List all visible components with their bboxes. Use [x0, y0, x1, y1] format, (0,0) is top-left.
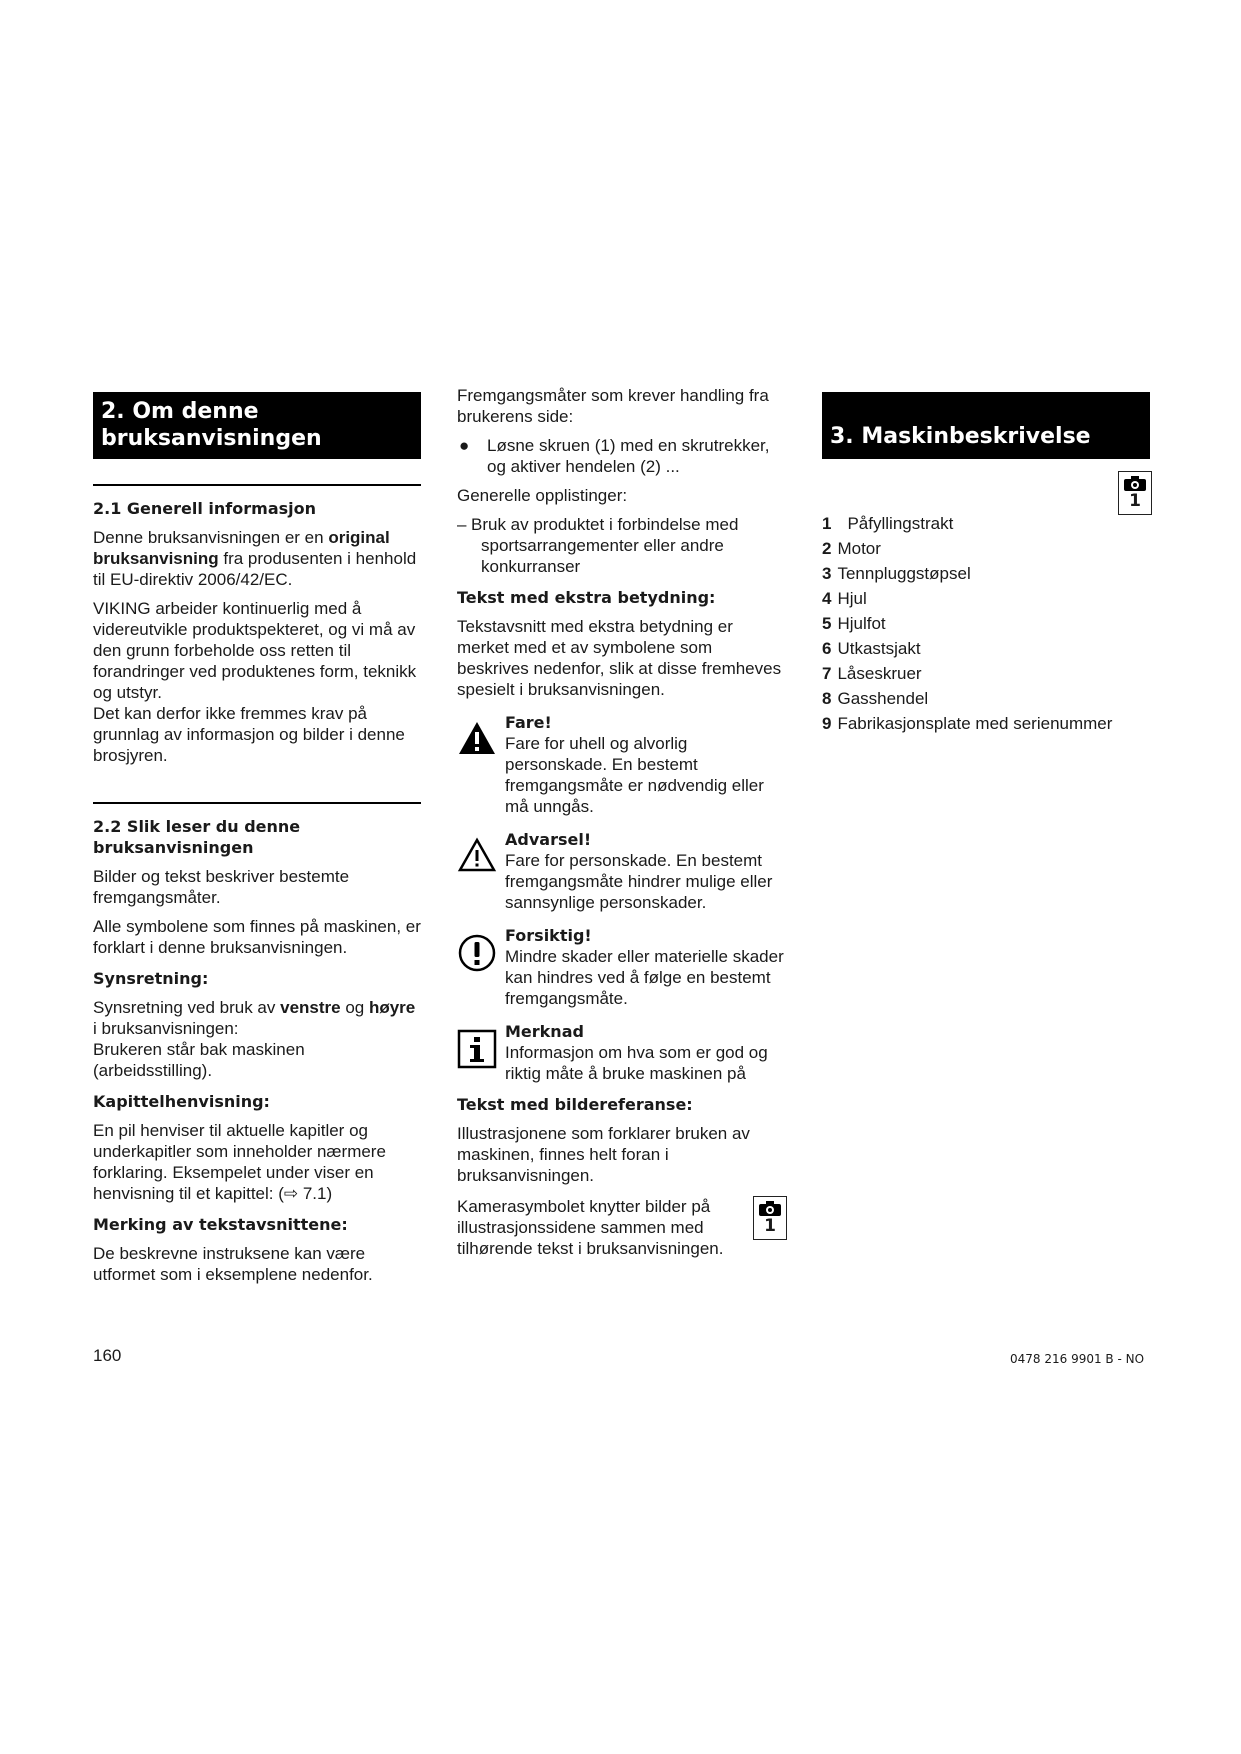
chapter-2-title: 2. Om denne bruksanvisningen — [101, 399, 322, 451]
general-lists-label: Generelle opplistinger: — [457, 486, 628, 505]
chapter-2-heading — [93, 392, 421, 459]
left-column — [93, 392, 421, 1285]
right-column — [822, 392, 1152, 734]
camera-symbol — [1118, 471, 1152, 515]
note-text: Mindre skader eller materielle skader kan hindres ved å følge en bestemt fremgangsmåte. — [505, 947, 784, 1008]
note-text: Fare for uhell og alvorlig personskade. En bestemt fremgangsmåte er nødvendig eller må unngås. — [505, 734, 764, 816]
section-divider — [93, 484, 421, 486]
note-text: Fare for personskade. En bestemt fremgangsmåte hindrer mulige eller sannsynlige personskader. — [505, 851, 773, 912]
note-danger — [457, 712, 787, 817]
dash-text: Bruk av produktet i forbindelse med sportsarrangementer eller andre konkurranser — [471, 515, 739, 576]
bullet-item — [457, 435, 787, 477]
bullet-mark: ● — [459, 436, 470, 455]
camera-text: Kamerasymbolet knytter bilder på illustrasjonssidene sammen med tilhørende tekst i bruksanvisningen. — [457, 1197, 724, 1258]
chapter-3-heading — [822, 392, 1150, 459]
synsretning-text: Synsretning ved bruk av venstre og høyre i bruksanvisningen: Brukeren står bak maskinen (arbeidsstilling). — [93, 998, 416, 1080]
camera-number: 1 — [764, 1216, 776, 1236]
note-title: Advarsel! — [505, 830, 592, 849]
camera-number: 1 — [1129, 491, 1141, 511]
s22-paragraph-1: Bilder og tekst beskriver bestemte fremgangsmåter. — [93, 867, 350, 907]
note-info — [457, 1021, 787, 1084]
list-item: 5 Hjulfot — [822, 614, 886, 633]
dash-item — [457, 514, 787, 577]
section-divider — [93, 802, 421, 804]
note-text: Informasjon om hva som er god og riktig måte å bruke maskinen på — [505, 1043, 768, 1083]
list-item: 7 Låseskruer — [822, 664, 922, 683]
merking-heading: Merking av tekstavsnittene: — [93, 1215, 348, 1234]
kapittel-text: En pil henviser til aktuelle kapitler og underkapitler som inneholder nærmere forklaring. Eksempelet under viser en henvisning til et kapittel: (⇨ 7.1) — [93, 1121, 386, 1203]
camera-symbol — [753, 1196, 787, 1240]
info-icon — [457, 1021, 505, 1084]
camera-icon — [758, 1200, 782, 1217]
camera-icon — [1123, 475, 1147, 492]
extra-meaning-heading: Tekst med ekstra betydning: — [457, 588, 716, 607]
figref-heading: Tekst med bildereferanse: — [457, 1095, 693, 1114]
document-code: 0478 216 9901 B - NO — [1010, 1352, 1145, 1366]
s21-paragraph-1: Denne bruksanvisningen er en original bruksanvisning fra produsenten i henhold til EU-direktiv 2006/42/EC. — [93, 528, 417, 589]
note-title: Merknad — [505, 1022, 584, 1041]
bullet-text: Løsne skruen (1) med en skrutrekker, og aktiver hendelen (2) ... — [487, 436, 770, 476]
synsretning-heading: Synsretning: — [93, 969, 209, 988]
danger-icon — [457, 712, 505, 817]
section-2-2-title: 2.2 Slik leser du denne bruksanvisningen — [93, 817, 301, 857]
parts-list — [822, 513, 1152, 734]
s22-paragraph-2: Alle symbolene som finnes på maskinen, er forklart i denne bruksanvisningen. — [93, 917, 421, 957]
caution-icon — [457, 925, 505, 1009]
merking-text: De beskrevne instruksene kan være utformet som i eksemplene nedenfor. — [93, 1244, 373, 1284]
dash-mark: – — [457, 515, 467, 534]
figref-text: Illustrasjonene som forklarer bruken av maskinen, finnes helt foran i bruksanvisningen. — [457, 1124, 750, 1185]
list-item: 3 Tennpluggstøpsel — [822, 564, 971, 583]
middle-column — [457, 385, 787, 1259]
note-caution — [457, 925, 787, 1009]
chapter-3-title: 3. Maskinbeskrivelse — [830, 424, 1091, 449]
camera-reference — [457, 1196, 787, 1259]
list-item: 2 Motor — [822, 539, 881, 558]
section-2-1-title: 2.1 Generell informasjon — [93, 499, 316, 518]
note-warning — [457, 829, 787, 913]
extra-meaning-text: Tekstavsnitt med ekstra betydning er merket med et av symbolene som beskrives nedenfor, slik at disse fremheves spesielt i bruksanvisningen. — [457, 617, 782, 699]
warning-icon — [457, 829, 505, 913]
s21-paragraph-2: VIKING arbeider kontinuerlig med å videreutvikle produktspekteret, og vi må av den grunn forbeholde oss retten til forandringer ved produktenes form, teknikk og utstyr. Det kan derfor ikke fremmes krav på grunnlag av informasjon og bilder i denne brosjyren. — [93, 599, 417, 765]
list-item: 1 Påfyllingstrakt — [822, 514, 954, 533]
list-item: 6 Utkastsjakt — [822, 639, 921, 658]
note-title: Forsiktig! — [505, 926, 592, 945]
procedure-intro: Fremgangsmåter som krever handling fra brukerens side: — [457, 386, 769, 426]
list-item: 8 Gasshendel — [822, 689, 929, 708]
page-number: 160 — [93, 1346, 122, 1365]
note-title: Fare! — [505, 713, 552, 732]
list-item: 9 Fabrikasjonsplate med serienummer — [822, 714, 1113, 733]
camera-symbol-wrap — [822, 471, 1152, 515]
list-item: 4 Hjul — [822, 589, 867, 608]
kapittel-heading: Kapittelhenvisning: — [93, 1092, 270, 1111]
